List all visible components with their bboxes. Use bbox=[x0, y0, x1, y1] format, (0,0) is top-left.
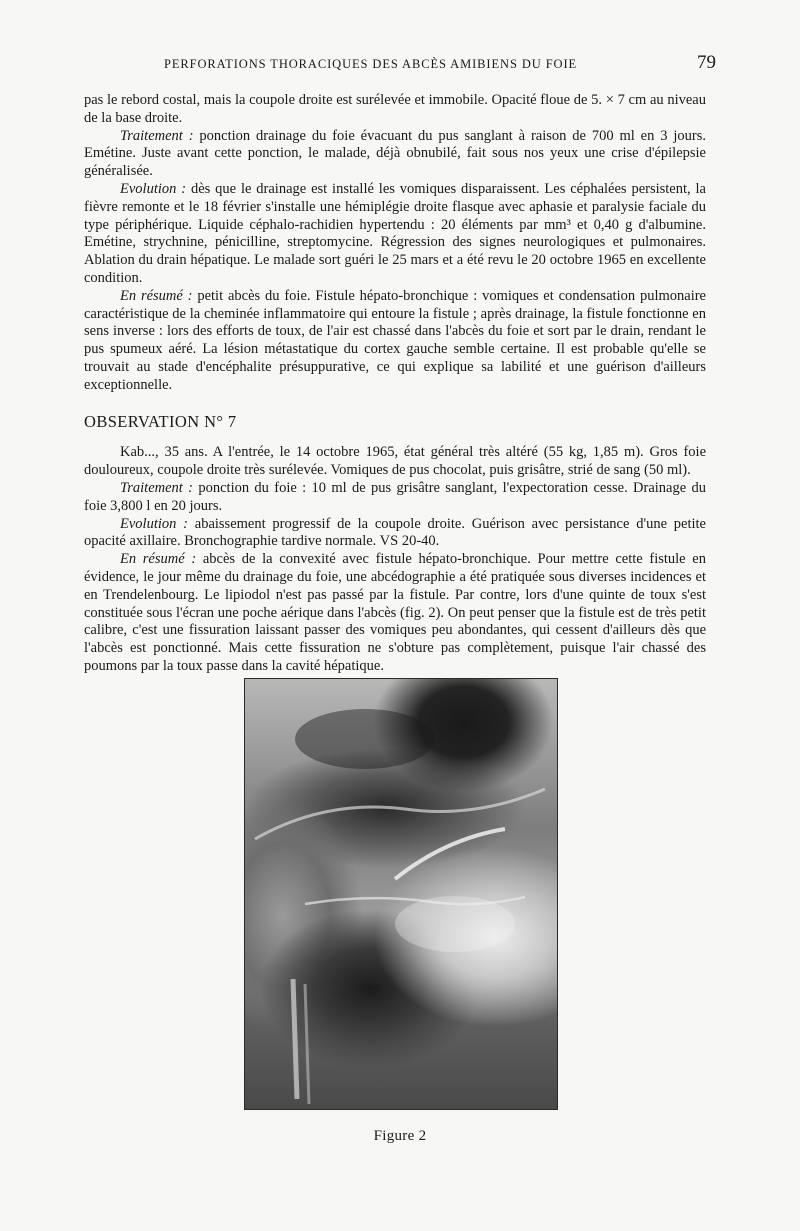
label-traitement: Traitement : bbox=[120, 127, 194, 144]
text-obs7-resume: abcès de la convexité avec fistule hépato-bronchique. Pour mettre cette fistule en évidence, le jour même du drainage du foie, une abcédographie a été pratiquée sous diverses incidences et en Trendelenbourg. Le lipiodol n'est pas passé par la fistule. Par contre, lors d'une quinte de toux s'est constituée sous l'écran une poche aérique dans l'abcès (fig. 2). On peut penser que la fistule est de très petit calibre, c'est une fissuration laissant passer des vomiques peu abondantes, qui cessent d'ailleurs dès que l'abcès est ponctionné. Mais cette fissuration ne s'obture pas complètement, puisque l'air chassé des poumons par la toux passe dans la cavité hépatique. bbox=[84, 551, 706, 674]
paragraph-obs7-traitement bbox=[84, 480, 706, 516]
figure-caption: Figure 2 bbox=[373, 1128, 427, 1144]
observation-heading: OBSERVATION N° 7 bbox=[84, 411, 237, 431]
article-body bbox=[84, 92, 706, 676]
text-evolution: dès que le drainage est installé les vomiques disparaissent. Les céphalées persistent, la fièvre remonte et le 18 février s'installe une hémiplégie droite flasque avec aphasie et paralysie faciale du type périphérique. Liquide céphalo-rachidien hypertendu : 20 éléments par mm³ et 0,40 g d'albumine. Emétine, strychnine, pénicilline, streptomycine. Régression des signes neurologiques et pulmonaires. Ablation du drain hépatique. Le malade sort guéri le 25 mars et a été revu le 20 octobre 1965 en excellente condition. bbox=[84, 180, 706, 286]
paragraph-traitement bbox=[84, 128, 706, 181]
paragraph-evolution bbox=[84, 181, 706, 288]
label-evolution: Evolution : bbox=[120, 180, 187, 197]
text-obs7-traitement: ponction du foie : 10 ml de pus grisâtre sanglant, l'expectoration cesse. Drainage du foie 3,800 l en 20 jours. bbox=[84, 479, 707, 514]
text-traitement: ponction drainage du foie évacuant du pus sanglant à raison de 700 ml en 3 jours. Emétine. Juste avant cette ponction, le malade, déjà obnubilé, fait sous nos yeux une crise d'épilepsie généralisée. bbox=[84, 127, 706, 180]
paragraph-obs7-evolution bbox=[84, 516, 706, 552]
paragraph-continuation: pas le rebord costal, mais la coupole droite est surélevée et immobile. Opacité floue de 5. × 7 cm au niveau de la base droite. bbox=[84, 92, 706, 126]
paragraph-resume bbox=[84, 288, 706, 395]
running-head: PERFORATIONS THORACIQUES DES ABCÈS AMIBIENS DU FOIE bbox=[164, 57, 578, 71]
radiograph-figure bbox=[244, 678, 558, 1110]
page-header bbox=[84, 52, 716, 74]
text-resume: petit abcès du foie. Fistule hépato-bronchique : vomiques et condensation pulmonaire caractéristique de la cheminée inflammatoire qui entoure la fistule ; après drainage, la fistule fonctionne en sens inverse : lors des efforts de toux, de l'air est chassé dans l'abcès du foie et sort par le drain, rendant le pus spumeux aéré. La lésion métastatique du cortex gauche semble certaine. Il est probable qu'elle se trouvait au stade d'encéphalite présuppurative, ce qui explique sa labilité et une guérison d'ailleurs exceptionnelle. bbox=[84, 287, 706, 393]
page-number: 79 bbox=[697, 52, 716, 73]
label-resume: En résumé : bbox=[120, 287, 193, 304]
radiograph-overlay bbox=[245, 679, 557, 1109]
text-obs7-evolution: abaissement progressif de la coupole droite. Guérison avec persistance d'une petite opacité axillaire. Bronchographie tardive normale. VS 20-40. bbox=[84, 515, 706, 550]
label-obs7-resume: En résumé : bbox=[120, 551, 197, 568]
label-obs7-traitement: Traitement : bbox=[120, 479, 194, 496]
paragraph-obs7-intro: Kab..., 35 ans. A l'entrée, le 14 octobre 1965, état général très altéré (55 kg, 1,85 m). Gros foie douloureux, coupole droite très surélevée. Vomiques de pus chocolat, puis grisâtre, strié de sang (50 ml). bbox=[84, 444, 706, 479]
paragraph-obs7-resume bbox=[84, 551, 706, 676]
label-obs7-evolution: Evolution : bbox=[120, 515, 188, 532]
